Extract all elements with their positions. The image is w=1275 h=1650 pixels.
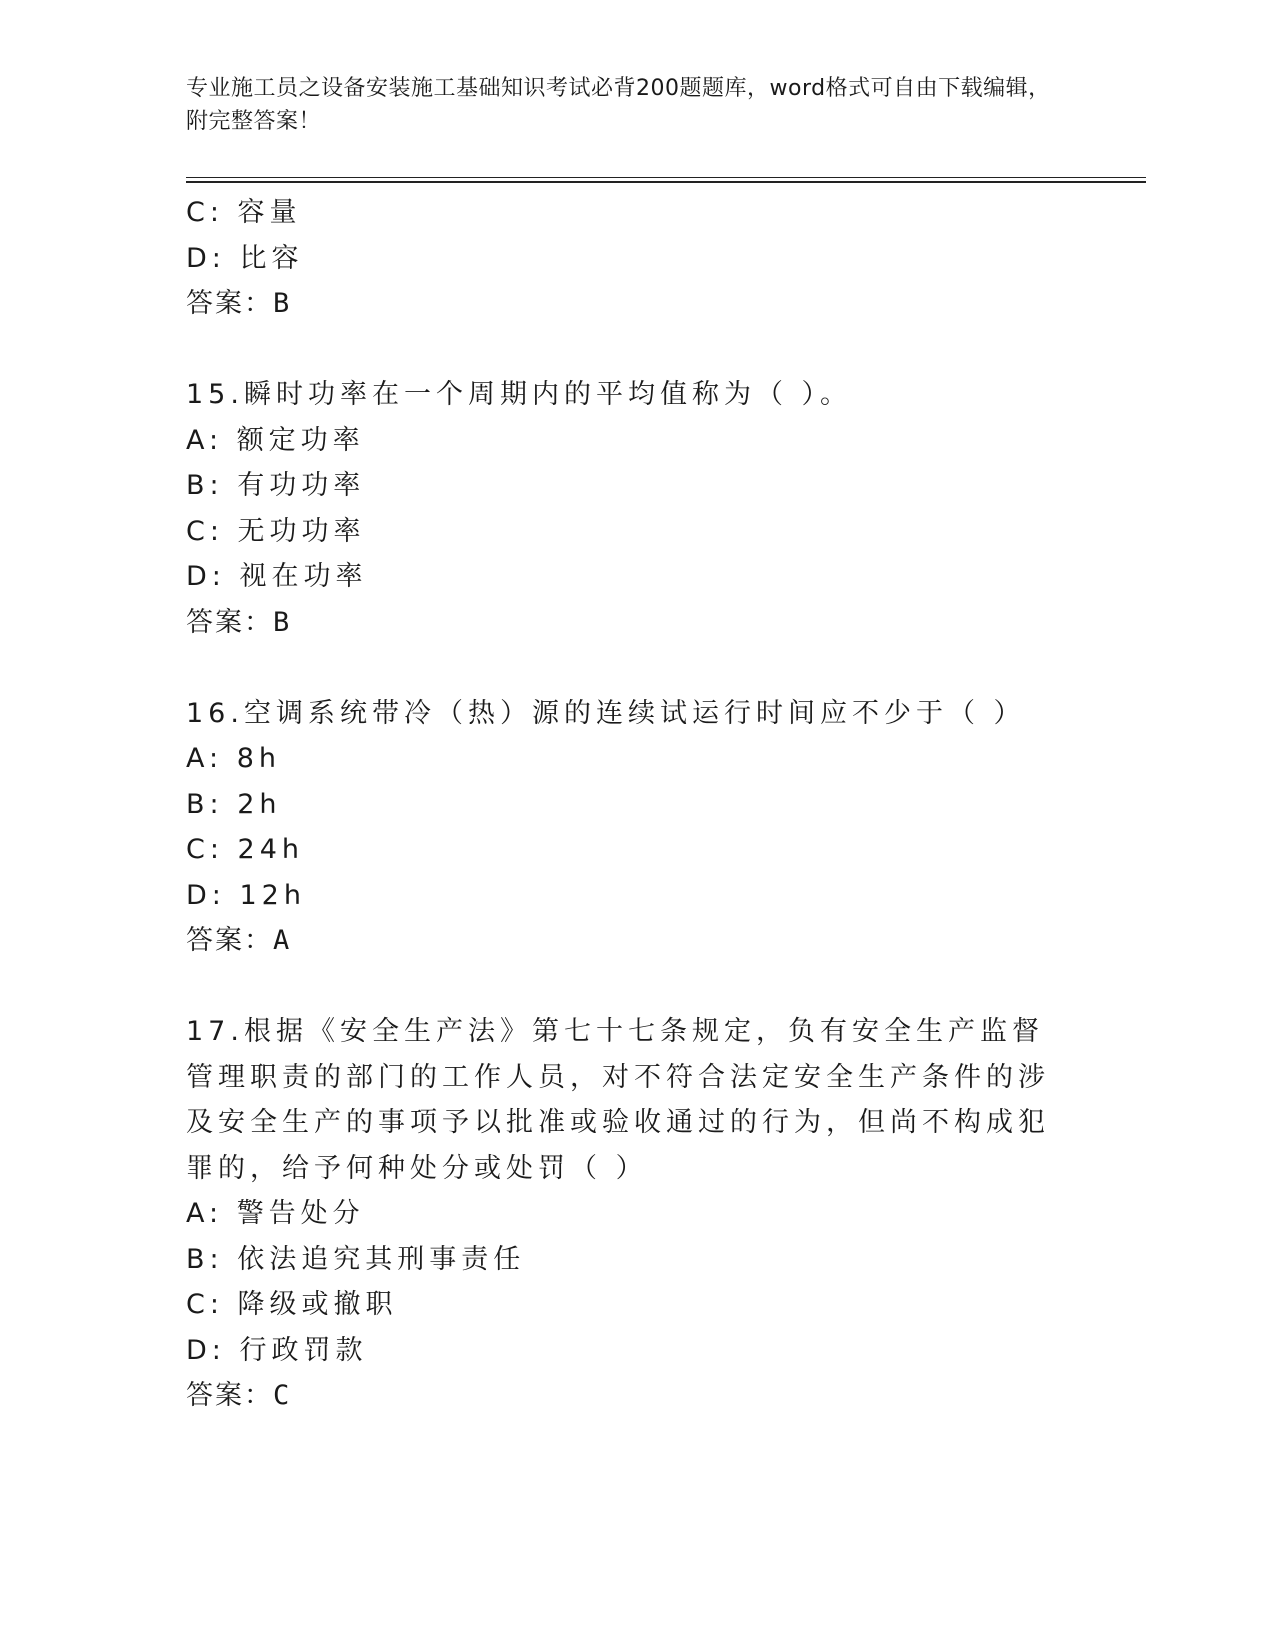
option-text: 无功功率 (237, 515, 366, 547)
spacer (186, 327, 1086, 373)
spacer (186, 645, 1086, 691)
option-text: 依法追究其刑事责任 (237, 1243, 526, 1275)
option-d (186, 236, 1086, 282)
option-letter: D: (186, 1334, 226, 1366)
question-number: 16. (186, 697, 244, 729)
option-letter: C: (186, 197, 224, 228)
answer-line (186, 600, 1086, 646)
answer-label: 答案： (186, 606, 273, 638)
option-letter: A: (186, 424, 224, 456)
option-d (186, 873, 1086, 919)
option-letter: D: (186, 242, 226, 274)
question-stem (186, 691, 1066, 737)
option-letter: B: (186, 470, 224, 501)
question-stem (186, 372, 1066, 418)
question-stem (186, 1009, 1066, 1191)
option-letter: C: (186, 834, 224, 865)
spacer (186, 964, 1086, 1010)
option-c (186, 190, 1086, 236)
option-a (186, 736, 1086, 782)
option-letter: C: (186, 1289, 224, 1320)
option-a (186, 418, 1086, 464)
answer-value: B (273, 606, 292, 638)
option-text: 降级或撤职 (237, 1289, 398, 1320)
option-c (186, 509, 1086, 555)
option-letter: D: (186, 561, 226, 592)
option-b (186, 463, 1086, 509)
option-letter: B: (186, 788, 224, 820)
question-15 (186, 372, 1086, 645)
answer-value: C (273, 1380, 292, 1411)
question-number: 15. (186, 379, 244, 410)
question-14-tail (186, 190, 1086, 327)
option-c (186, 1282, 1086, 1328)
option-text: 容量 (237, 197, 302, 228)
option-d (186, 554, 1086, 600)
question-list (186, 190, 1086, 1419)
option-letter: D: (186, 879, 226, 911)
answer-value: A (273, 925, 292, 956)
option-c (186, 827, 1086, 873)
option-b (186, 1237, 1086, 1283)
answer-line (186, 918, 1086, 964)
header-rule-thick (186, 181, 1146, 183)
option-text: 视在功率 (239, 561, 368, 592)
option-a (186, 1191, 1086, 1237)
question-number: 17. (186, 1016, 244, 1047)
answer-label: 答案： (186, 925, 273, 956)
option-d (186, 1328, 1086, 1374)
option-text: 12h (239, 879, 306, 911)
answer-line (186, 281, 1086, 327)
question-text: 根据《安全生产法》第七十七条规定，负有安全生产监督管理职责的部门的工作人员，对不符合法定安全生产条件的涉及安全生产的事项予以批准或验收通过的行为，但尚不构成犯罪的，给予何种处分或处罚（ ） (186, 1016, 1050, 1184)
header-rule-thin (186, 177, 1146, 178)
option-text: 24h (237, 834, 305, 865)
option-text: 有功功率 (237, 470, 366, 501)
question-17 (186, 1009, 1086, 1419)
option-text: 额定功率 (236, 424, 365, 456)
option-text: 2h (237, 788, 282, 820)
answer-label: 答案： (186, 1380, 273, 1411)
option-letter: C: (186, 515, 224, 547)
document-header: 专业施工员之设备安装施工基础知识考试必背200题题库，word格式可自由下载编辑，附完整答案！ (186, 76, 1051, 134)
option-text: 8h (236, 743, 281, 774)
answer-line (186, 1373, 1086, 1419)
question-16 (186, 691, 1086, 964)
question-text: 瞬时功率在一个周期内的平均值称为（ ）。 (243, 379, 853, 410)
option-letter: A: (186, 743, 224, 774)
option-letter: B: (186, 1243, 224, 1275)
question-text: 空调系统带冷（热）源的连续试运行时间应不少于（ ） (243, 697, 1026, 729)
answer-value: B (273, 288, 292, 319)
option-text: 警告处分 (236, 1198, 365, 1229)
option-letter: A: (186, 1198, 224, 1229)
option-text: 比容 (239, 242, 304, 274)
option-b (186, 782, 1086, 828)
answer-label: 答案： (186, 288, 273, 319)
option-text: 行政罚款 (239, 1334, 368, 1366)
